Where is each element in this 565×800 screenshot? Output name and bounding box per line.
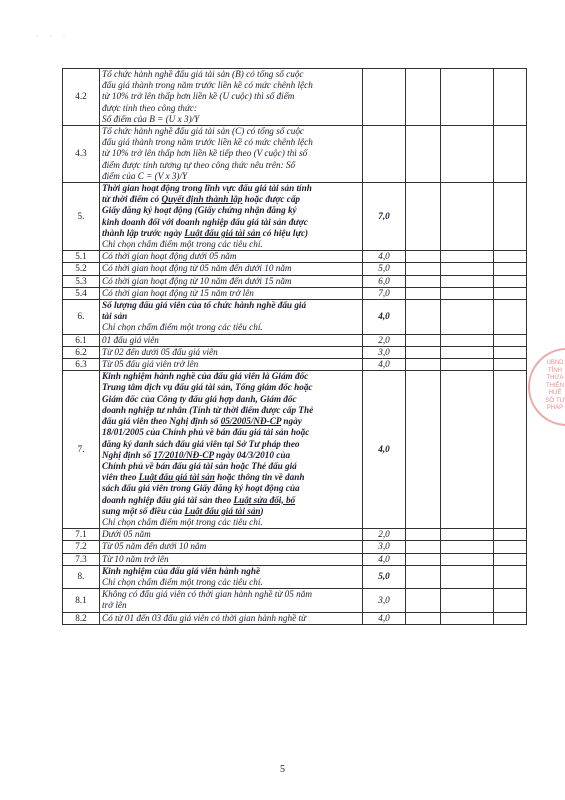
empty-cell [494,275,527,287]
table-row [63,251,527,263]
empty-cell [406,612,441,624]
empty-cell [441,589,494,612]
criterion-line: tài sản [102,311,128,322]
row-criterion [100,300,363,335]
empty-cell [494,541,527,553]
empty-cell [494,263,527,275]
table-row [63,371,527,529]
criterion-note: Chỉ chọn chấm điểm một trong các tiêu chí. [102,322,263,333]
criterion-line: Từ 10 năm trở lên [102,553,169,564]
criterion-line: Thời gian hoạt động trong lĩnh vực đấu giá tài sản tính [102,183,312,194]
table-row [63,69,527,126]
row-criterion [100,541,363,553]
criterion-line: Giấy đăng ký hoạt động (Giấy chứng nhận đăng ký [102,205,297,216]
row-number: 5.4 [63,287,100,299]
empty-cell [441,287,494,299]
criterion-line: Có từ 01 đến 03 đấu giá viên có thời gian hành nghề từ [102,612,307,623]
criteria-table [62,68,527,625]
empty-cell [441,359,494,371]
criterion-line: đấu giá thành trong năm trước liền kề có mức chênh lệch [102,137,313,148]
criterion-line: Số lượng đấu giá viên của tổ chức hành nghề đấu giá [102,300,307,311]
criterion-line: Không có đấu giá viên có thời gian hành nghề từ 05 năm [102,589,312,600]
empty-cell [441,300,494,335]
criterion-line: từ thời điểm có Quyết định thành lập hoặc được cấp [102,194,301,205]
row-score: 5,0 [363,263,406,275]
table-row [63,334,527,346]
criterion-line: sung một số điều của Luật đấu giá tài sản) [102,505,264,516]
criterion-line: được tính theo công thức: [102,102,198,113]
row-score: 7,0 [363,287,406,299]
row-score: 4,0 [363,553,406,565]
empty-cell [406,287,441,299]
empty-cell [406,541,441,553]
table-row [63,300,527,335]
table-row [63,529,527,541]
row-number: 8.2 [63,612,100,624]
empty-cell [494,565,527,588]
table-row [63,346,527,358]
criterion-line: Tổ chức hành nghề đấu giá tài sản (B) có tổng số cuộc [102,69,304,79]
table-row [63,541,527,553]
row-criterion [100,69,363,126]
criterion-line: Từ 05 đấu giá viên trở lên [102,359,199,370]
criterion-line: điểm được tính tương tự theo công thức nêu trên: Số [102,159,296,170]
criterion-line: thành lập trước ngày Luật đấu giá tài sản có hiệu lực) [102,227,309,238]
empty-cell [441,251,494,263]
row-criterion [100,183,363,251]
empty-cell [441,275,494,287]
row-number: 7. [63,371,100,529]
empty-cell [441,183,494,251]
criteria-table-body [63,69,527,625]
table-row [63,275,527,287]
row-number: 6.2 [63,346,100,358]
row-number: 8. [63,565,100,588]
row-criterion [100,334,363,346]
empty-cell [494,553,527,565]
empty-cell [406,183,441,251]
empty-cell [441,334,494,346]
empty-cell [406,371,441,529]
row-criterion [100,359,363,371]
empty-cell [441,565,494,588]
row-score: 4,0 [363,251,406,263]
criterion-line: 18/01/2005 của Chính phủ về bán đấu giá tài sản hoặc [102,427,310,438]
table-row [63,565,527,588]
table-row [63,359,527,371]
stamp-line: PHÁP [546,405,564,411]
empty-cell [406,263,441,275]
stamp-line: UBND [546,360,564,366]
table-row [63,263,527,275]
empty-cell [494,371,527,529]
row-number: 7.3 [63,553,100,565]
row-number: 4.3 [63,126,100,183]
row-criterion [100,251,363,263]
stamp-line: TỈNH [548,367,562,374]
criterion-line: Có thời gian hoạt động dưới 05 năm [102,251,237,262]
empty-cell [406,300,441,335]
empty-cell [406,69,441,126]
row-score: 4,0 [363,300,406,335]
empty-cell [406,553,441,565]
empty-cell [441,529,494,541]
table-row [63,612,527,624]
empty-cell [406,359,441,371]
empty-cell [494,251,527,263]
empty-cell [494,589,527,612]
criterion-line: sách đấu giá viên trong Giấy đăng ký hoạt động của [102,483,300,494]
criterion-line: đấu giá thành trong năm trước liền kề có mức chênh lệch [102,80,313,91]
criterion-line: Kinh nghiệm của đấu giá viên hành nghề [102,565,261,576]
row-score: 4,0 [363,612,406,624]
criterion-line: Chính phủ về bán đấu giá tài sản hoặc Thẻ đấu giá [102,460,297,471]
criterion-line: doanh nghiệp tư nhân (Tính từ thời điểm được cấp Thẻ [102,404,314,415]
empty-cell [406,346,441,358]
row-criterion [100,612,363,624]
criterion-line: Từ 02 đến dưới 05 đấu giá viên [102,346,218,357]
empty-cell [406,126,441,183]
row-score: 3,0 [363,589,406,612]
empty-cell [406,275,441,287]
row-score: 7,0 [363,183,406,251]
criterion-line: 01 đấu giá viên [102,334,159,345]
row-criterion [100,589,363,612]
criterion-line: đấu giá viên theo Nghị định số 05/2005/NĐ-CP ngày [102,416,302,427]
criterion-line: Số điểm của B = (U x 3)/Y [102,113,200,124]
page-number: 5 [280,764,285,775]
criterion-line: Dưới 05 năm [102,529,151,540]
empty-cell [406,251,441,263]
row-score [363,126,406,183]
criterion-line: kinh doanh đối với doanh nghiệp đấu giá tài sản được [102,216,308,227]
row-score [363,69,406,126]
criterion-note: Chỉ chọn chấm điểm một trong các tiêu chí. [102,239,263,250]
criterion-line: viên theo Luật đấu giá tài sản hoặc thông tin về danh [102,472,305,483]
empty-cell [406,529,441,541]
criterion-line: Có thời gian hoạt động từ 10 năm đến dưới 15 năm [102,275,292,286]
empty-cell [441,553,494,565]
criterion-line: điểm của C = (V x 3)/Y [102,170,188,181]
criterion-line: Tổ chức hành nghề đấu giá tài sản (C) có tổng số cuộc [102,126,305,137]
criterion-line: doanh nghiệp đấu giá tài sản theo Luật sửa đổi, bổ [102,494,296,505]
empty-cell [494,529,527,541]
criterion-line: Trung tâm dịch vụ đấu giá tài sản, Tổng giám đốc hoặc [102,382,313,393]
row-criterion [100,275,363,287]
criterion-note: Chỉ chọn chấm điểm một trong các tiêu chí. [102,576,263,587]
table-row [63,553,527,565]
empty-cell [406,589,441,612]
empty-cell [441,612,494,624]
row-number: 5.2 [63,263,100,275]
criterion-line: đăng ký danh sách đấu giá viên tại Sở Tư pháp theo [102,438,300,449]
stamp-line: THỪA [546,375,564,381]
row-score: 3,0 [363,346,406,358]
stamp-line: HUẾ [548,390,562,396]
empty-cell [441,541,494,553]
stamp-text [540,360,565,413]
row-number: 6.1 [63,334,100,346]
empty-cell [441,371,494,529]
criterion-line: từ 10% trở lên thấp hơn liền kề tiếp theo (V cuộc) thì số [102,148,308,159]
empty-cell [494,300,527,335]
row-number: 5. [63,183,100,251]
row-number: 8.1 [63,589,100,612]
criterion-line: Từ 05 năm đến dưới 10 năm [102,541,207,552]
row-score: 4,0 [363,371,406,529]
empty-cell [406,565,441,588]
empty-cell [441,69,494,126]
empty-cell [494,334,527,346]
row-number: 5.3 [63,275,100,287]
empty-cell [494,287,527,299]
criterion-line: Nghị định số 17/2010/NĐ-CP ngày 04/3/2010 của [102,449,291,460]
row-score: 3,0 [363,541,406,553]
row-number: 4.2 [63,69,100,126]
criterion-line: từ 10% trở lên thấp hơn liền kề (U cuộc) thì số điểm [102,91,295,102]
empty-cell [494,346,527,358]
row-criterion [100,529,363,541]
empty-cell [441,126,494,183]
table-row [63,183,527,251]
empty-cell [494,612,527,624]
table-row [63,126,527,183]
criterion-note: Chỉ chọn chấm điểm một trong các tiêu chí. [102,516,263,527]
stamp-line: SỞ TƯ [545,397,565,404]
table-row [63,287,527,299]
empty-cell [406,334,441,346]
row-score: 2,0 [363,529,406,541]
row-number: 6. [63,300,100,335]
empty-cell [494,69,527,126]
row-number: 7.1 [63,529,100,541]
row-score: 5,0 [363,565,406,588]
criterion-line: Có thời gian hoạt động từ 15 năm trở lên [102,287,254,298]
empty-cell [494,359,527,371]
row-score: 2,0 [363,334,406,346]
empty-cell [441,263,494,275]
row-number: 5.1 [63,251,100,263]
row-criterion [100,565,363,588]
criterion-line: trở lên [102,600,127,611]
row-score: 6,0 [363,275,406,287]
criterion-line: Kinh nghiệm hành nghề của đấu giá viên là Giám đốc [102,371,309,382]
row-score: 4,0 [363,359,406,371]
scan-mark: · · · [36,34,70,40]
row-criterion [100,371,363,529]
row-number: 7.2 [63,541,100,553]
empty-cell [494,183,527,251]
stamp-line: THIÊN [546,382,564,389]
table-row [63,589,527,612]
criterion-line: Giám đốc của Công ty đấu giá hợp danh, Giám đốc [102,393,297,404]
row-criterion [100,553,363,565]
criterion-line: Có thời gian hoạt động từ 05 năm đến dưới 10 năm [102,263,292,274]
empty-cell [441,346,494,358]
empty-cell [494,126,527,183]
row-criterion [100,126,363,183]
row-criterion [100,346,363,358]
row-number: 6.3 [63,359,100,371]
row-criterion [100,287,363,299]
row-criterion [100,263,363,275]
